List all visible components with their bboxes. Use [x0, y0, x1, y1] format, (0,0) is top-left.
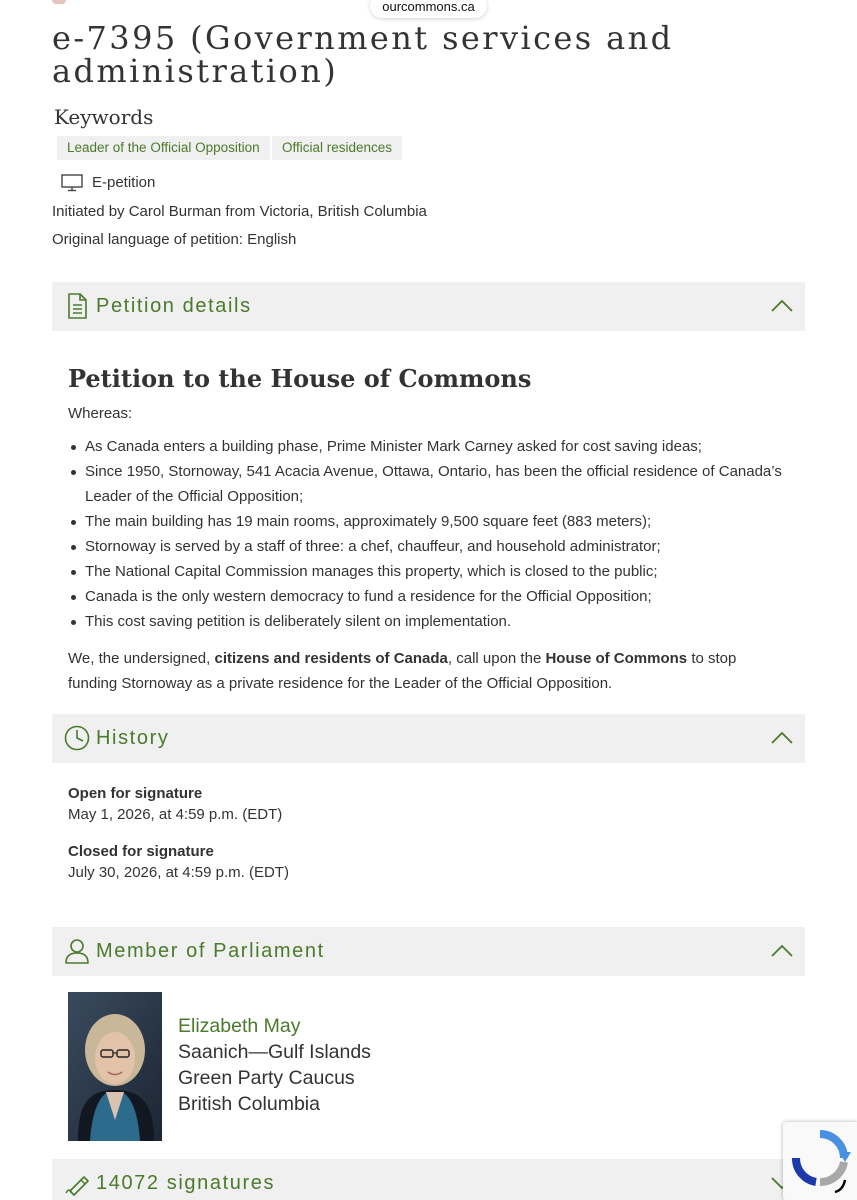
list-item: This cost saving petition is deliberately silent on implementation.	[68, 609, 788, 634]
prayer-emphasis: House of Commons	[545, 650, 688, 667]
keyword-tag-official-residences[interactable]: Official residences	[272, 136, 402, 160]
member-province: British Columbia	[178, 1093, 320, 1115]
list-item: Since 1950, Stornoway, 541 Acacia Avenue, Ottawa, Ontario, has been the official residence of Canada’s Leader of the Official Opposition;	[68, 459, 788, 509]
whereas-list	[68, 434, 788, 634]
member-photo[interactable]	[68, 992, 162, 1141]
member-riding: Saanich—Gulf Islands	[178, 1041, 371, 1063]
chevron-up-icon	[771, 730, 793, 744]
initiated-by: Initiated by Carol Burman from Victoria, British Columbia	[52, 203, 427, 220]
monitor-icon	[61, 174, 83, 192]
page-title: e-7395 (Government services and administration)	[52, 19, 674, 90]
recaptcha-badge[interactable]	[783, 1122, 857, 1200]
petition-heading: Petition to the House of Commons	[68, 364, 532, 393]
section-title-signatures: 14072 signatures	[96, 1172, 276, 1194]
petition-details-toggle[interactable]	[52, 282, 805, 331]
recaptcha-icon	[783, 1122, 857, 1200]
list-item: Canada is the only western democracy to fund a residence for the Official Opposition;	[68, 584, 788, 609]
keyword-tag-leader-opposition[interactable]: Leader of the Official Opposition	[57, 136, 270, 160]
list-item: The National Capital Commission manages this property, which is closed to the public;	[68, 559, 788, 584]
url-bar[interactable]: ourcommons.ca	[370, 0, 487, 18]
member-caucus: Green Party Caucus	[178, 1067, 355, 1089]
list-item: Stornoway is served by a staff of three: a chef, chauffeur, and household administrator;	[68, 534, 788, 559]
person-icon	[64, 937, 90, 965]
member-name-link[interactable]: Elizabeth May	[178, 1015, 301, 1037]
list-item: As Canada enters a building phase, Prime Minister Mark Carney asked for cost saving ideas;	[68, 434, 788, 459]
prayer-emphasis: citizens and residents of Canada	[214, 650, 448, 667]
closed-for-signature-label: Closed for signature	[68, 843, 214, 860]
original-language: Original language of petition: English	[52, 231, 297, 248]
pen-signature-icon	[64, 1169, 90, 1197]
member-of-parliament-toggle[interactable]	[52, 927, 805, 976]
section-title-history: History	[96, 727, 170, 749]
chevron-up-icon	[771, 943, 793, 957]
prayer-text: We, the undersigned,	[68, 650, 215, 667]
top-edge-decoration	[52, 0, 66, 4]
section-title-member-of-parliament: Member of Parliament	[96, 940, 325, 962]
member-portrait-image	[68, 992, 162, 1141]
document-icon	[64, 292, 90, 320]
history-toggle[interactable]	[52, 714, 805, 763]
section-title-petition-details: Petition details	[96, 295, 252, 317]
keywords-heading: Keywords	[54, 105, 154, 129]
chevron-up-icon	[771, 298, 793, 312]
prayer-paragraph	[68, 646, 788, 696]
whereas-label: Whereas:	[68, 405, 133, 422]
prayer-text: to stop funding Stornoway as a private residence for the Leader of the Official Opposition.	[68, 650, 737, 692]
signatures-toggle[interactable]	[52, 1159, 805, 1200]
prayer-text: , call upon the	[447, 650, 546, 667]
closed-for-signature-date: July 30, 2026, at 4:59 p.m. (EDT)	[68, 864, 289, 881]
list-item: The main building has 19 main rooms, approximately 9,500 square feet (883 meters);	[68, 509, 788, 534]
clock-icon	[64, 724, 90, 752]
petition-type: E-petition	[92, 174, 156, 191]
open-for-signature-label: Open for signature	[68, 785, 203, 802]
open-for-signature-date: May 1, 2026, at 4:59 p.m. (EDT)	[68, 806, 283, 823]
